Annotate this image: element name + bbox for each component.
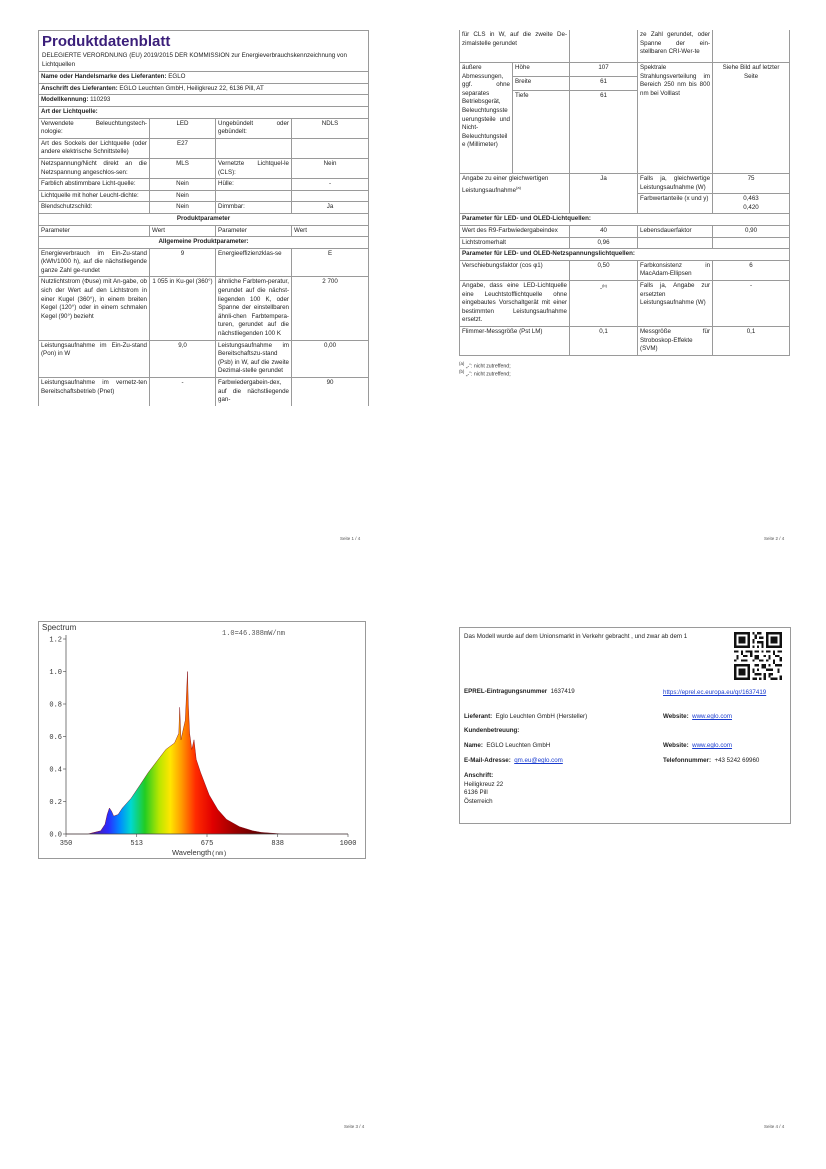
page-2 [459,30,789,378]
param-label: Energieeffizienzklas-se [216,248,292,277]
regulation-text: DELEGIERTE VERORDNUNG (EU) 2019/2015 DER KOMMISSION zur Energieverbrauchskennzeichnung von Lichtquellen [42,52,347,68]
table-row [460,326,790,355]
customer-support-label: Kundenbetreuung: [464,727,520,734]
email-label: E-Mail-Adresse: [464,757,511,764]
supplier-value: Eglo Leuchten GmbH (Hersteller) [495,713,588,720]
type-header: Art der Lichtquelle: [39,106,369,118]
param-label: Leistungsaufnahme im vernetz-ten Bereitschaftsbetrieb (Pnet) [39,378,150,406]
support-name-row [464,742,550,749]
model-id: 110293 [90,96,111,104]
y-tick-label: 0.6 [49,734,62,742]
replace-value: - [600,285,603,292]
dim-value: 61 [570,77,638,91]
table-row [39,179,369,191]
support-website-link[interactable]: www.eglo.com [692,742,733,749]
row-value: NDLS [292,118,369,138]
row-value: Ja [292,202,369,214]
row-value: LED [150,118,216,138]
macadam-value: 6 [713,260,790,280]
supplier-label: Lieferant: [464,713,493,720]
param-label: Energieverbrauch im Ein-Zu-stand (kWh/1000 h), auf die nächstliegende ganze Zahl ge-rundet [39,248,150,277]
phone-row [663,757,759,764]
qr-code [734,632,782,680]
life-value: 0,90 [713,225,790,237]
table-row [39,158,369,178]
row-value [292,138,369,158]
market-text: Das Modell wurde auf dem Unionsmarkt in Verkehr gebracht , und zwar ab dem 1 [464,633,688,640]
row-label: ze Zahl gerundet, oder Spanne der ein-stellbaren CRI-Wer-te [638,30,713,63]
param-value: 9,0 [150,340,216,377]
param-label: Leistungsaufnahme im Ein-Zu-stand (Pon) in W [39,340,150,377]
table-row [460,237,790,249]
x-axis-label: Wavelength(nm) [172,848,227,857]
row-label: Farblich abstimmbare Licht-quelle: [39,179,150,191]
x-tick-label: 513 [130,840,144,848]
spectrum-chart [38,621,366,859]
param-label: ähnliche Farbtem-peratur, gerundet auf die nächst-liegenden 100 K, oder Spanne der einstellbaren ähnli-chen Farbtempera-turen, gerundet auf die nächstliegenden 100 K [216,277,292,340]
table-row [460,174,790,194]
postal-address-line: 6136 Pill [464,789,488,797]
phone-label: Telefonnummer: [663,757,712,764]
r9-label: Wert des R9-Farbwiedergabeindex [460,225,570,237]
row-label [216,138,292,158]
column-header: Wert [292,225,369,237]
shift-factor-label: Verschiebungsfaktor (cos φ1) [460,260,570,280]
equiv-label: Angabe zu einer gleichwertigen Leistungsaufnahme [462,175,549,194]
dim-name: Tiefe [513,91,570,174]
x-tick-label: 1000 [339,840,357,848]
row-value: - [292,179,369,191]
product-sheet-table-p1 [38,30,369,406]
color-coords-label: Farbwertanteile (x und y) [638,194,713,214]
dim-name: Höhe [513,63,570,77]
page-number: Seite 1 / 4 [340,536,361,541]
eprel-link[interactable]: https://eprel.ec.europa.eu/qr/1637419 [663,689,767,696]
email-link[interactable]: qm.eu@eglo.com [514,757,563,764]
dims-label: äußere Abmessungen, ggf. ohne separates Betriebsgerät, Beleuchtungssteuerungsteile und Nicht-Beleuchtungsteile (Millimeter) [460,63,513,174]
postal-address-label: Anschrift: [464,772,494,779]
x-tick-label: 675 [200,840,214,848]
footnote-b-text: „-“: nicht zutreffend; [465,372,511,379]
stroboscopic-value: 0,1 [713,326,790,355]
lumen-maint-label: Lichtstromerhalt [460,237,570,249]
supplier-name: EGLO [168,73,186,81]
table-row [39,277,369,340]
row-label: für CLS in W, auf die zweite De-zimalstelle gerundet [460,30,570,63]
support-website-label: Website: [663,742,689,749]
row-value: Nein [150,202,216,214]
color-x-value: 0,463 [743,195,759,203]
support-website-row [663,742,732,749]
param-value: 9 [150,248,216,277]
table-row [39,138,369,158]
column-header: Wert [150,225,216,237]
table-row [39,340,369,377]
address-label: Anschrift des Lieferanten: [41,84,118,92]
row-value: Nein [292,158,369,178]
general-params-header: Allgemeine Produktparameter: [39,237,369,249]
param-label: Leistungsaufnahme im Bereitschaftszu-stand (Psb) in W, auf die zweite Dezimal-stelle gerundet [216,340,292,377]
postal-address [464,772,503,806]
flicker-label: Flimmer-Messgröße (Pst LM) [460,326,570,355]
row-value: Nein [150,190,216,202]
lumen-maint-value: 0,96 [570,237,638,249]
stroboscopic-label: Messgröße für Stroboskop-Effekte (SVM) [638,326,713,355]
equiv-value: Ja [570,174,638,214]
row-label: Lichtquelle mit hoher Leucht-dichte: [39,190,150,202]
replace-power-label: Falls ja, Angabe zur ersetzten Leistungsaufnahme (W) [638,280,713,326]
table-row [39,202,369,214]
supplier-row [464,713,587,720]
row-label: Dimmbar: [216,202,292,214]
postal-address-line: Heiligkreuz 22 [464,780,504,788]
row-label: Blendschutzschild: [39,202,150,214]
page-number: Seite 2 / 4 [764,536,785,541]
column-header: Parameter [39,225,150,237]
param-value: 1 055 in Ku-gel (360°) [150,277,216,340]
row-label: Verwendete Beleuchtungstech-nologie: [39,118,150,138]
row-label: Art des Sockels der Lichtquelle (oder andere elektrische Schnittstelle) [39,138,150,158]
row-label: Vernetzte Lichtquel-le (CLS): [216,158,292,178]
equiv-power-label: Falls ja, gleichwertige Leistungsaufnahme (W) [638,174,713,194]
support-name-label: Name: [464,742,483,749]
y-tick-label: 0.8 [49,701,62,710]
spectral-label: Spektrale Strahlungsverteilung im Bereich 250 nm bis 800 nm bei Volllast [638,63,713,174]
support-name-value: EGLO Leuchten GmbH [486,742,551,749]
life-label: Lebensdauerfaktor [638,225,713,237]
footnote-b [459,369,789,378]
eprel-label: EPREL-Eintragungsnummer [464,688,548,695]
y-tick-label: 0.4 [49,766,62,775]
flicker-value: 0,1 [570,326,638,355]
replace-power-value: - [713,280,790,326]
param-label: Nutzlichtstrom (Φuse) mit An-gabe, ob sich der Wert auf den Lichtstrom in einer Kugel (360°), in einem breiten Kegel (120°) oder in einem schmalen Kegel (90°) bezieht [39,277,150,340]
dim-name: Breite [513,77,570,91]
footnote-a-mark: (a) [459,360,465,366]
email-row [464,757,563,764]
footnote-ref-b: (b) [602,282,607,288]
table-row [39,248,369,277]
dim-value: 107 [570,63,638,77]
table-row [39,378,369,406]
dim-value: 61 [570,91,638,174]
page-4 [459,627,791,824]
row-value: MLS [150,158,216,178]
postal-address-line: Österreich [464,797,493,805]
equiv-power-value: 75 [713,174,790,194]
page-title: Produktdatenblatt [42,33,171,50]
product-sheet-table-p2 [459,30,790,356]
spectral-value: Siehe Bild auf letzter Seite [713,63,790,174]
website-label: Website: [663,713,689,720]
table-row [460,260,790,280]
param-label: Farbwiedergabein-dex, auf die nächstliegende gan- [216,378,292,406]
column-header-row [39,225,369,237]
macadam-label: Farbkonsistenz in MacAdam-Ellipsen [638,260,713,280]
model-label: Modellkennung: [41,96,89,104]
row-label: Hülle: [216,179,292,191]
row-value: Nein [150,179,216,191]
shift-factor-value: 0,50 [570,260,638,280]
address: EGLO Leuchten GmbH, Heiligkreuz 22, 6136 Pill, AT [119,84,264,92]
led-params-header: Parameter für LED- und OLED-Lichtquellen: [460,214,790,226]
r9-value: 40 [570,225,638,237]
row-value: E27 [150,138,216,158]
x-tick-label: 350 [59,840,73,848]
param-value: 90 [292,378,369,406]
chart-title: Spectrum [42,623,77,632]
table-row [460,30,790,63]
table-row [460,280,790,326]
website-row [663,713,732,720]
table-row [39,190,369,202]
normalization-label: 1.0=46.388mW/nm [222,630,286,638]
phone-value: +43 5242 69960 [714,757,760,764]
params-header: Produktparameter [39,213,369,225]
y-tick-label: 1.0 [49,669,62,677]
y-tick-label: 1.2 [49,636,62,645]
page-1 [38,30,368,406]
y-tick-label: 0.0 [49,831,62,840]
page-3 [38,621,366,859]
row-value [570,30,638,63]
param-value: 0,00 [292,340,369,377]
row-value [713,30,790,63]
eprel-number: 1637419 [550,688,575,695]
footnote-ref-a: (a) [516,184,521,190]
website-link[interactable]: www.eglo.com [692,713,733,720]
row-value [292,190,369,202]
mains-params-header: Parameter für LED- und OLED-Netzspannungslichtquellen: [460,249,790,261]
row-label: Ungebündelt oder gebündelt: [216,118,292,138]
y-tick-label: 0.2 [49,799,62,807]
column-header: Parameter [216,225,292,237]
table-row [460,63,790,77]
color-y-value: 0,420 [743,203,759,211]
table-row [39,118,369,138]
param-value: 2 700 [292,277,369,340]
replace-label: Angabe, dass eine LED-Lichtquelle eine Leuchtstofflichtquelle ohne eingebautes Vorschaltgerät mit einer bestimmten Leistungsaufnahme ersetzt. [460,280,570,326]
footnote-a [459,361,789,370]
row-label [216,190,292,202]
x-tick-label: 838 [271,840,285,848]
page-number: Seite 4 / 4 [764,1124,785,1129]
eprel-row [464,688,575,695]
param-value: E [292,248,369,277]
page-number: Seite 3 / 4 [344,1124,365,1129]
param-value: - [150,378,216,406]
row-label: Netzspannung/Nicht direkt an die Netzspannung angeschlos-sen: [39,158,150,178]
supplier-name-label: Name oder Handelsmarke des Lieferanten: [41,73,167,81]
table-row [460,225,790,237]
footnote-b-mark: (b) [459,369,465,375]
footnote-a-text: „-“: nicht zutreffend; [465,363,511,370]
